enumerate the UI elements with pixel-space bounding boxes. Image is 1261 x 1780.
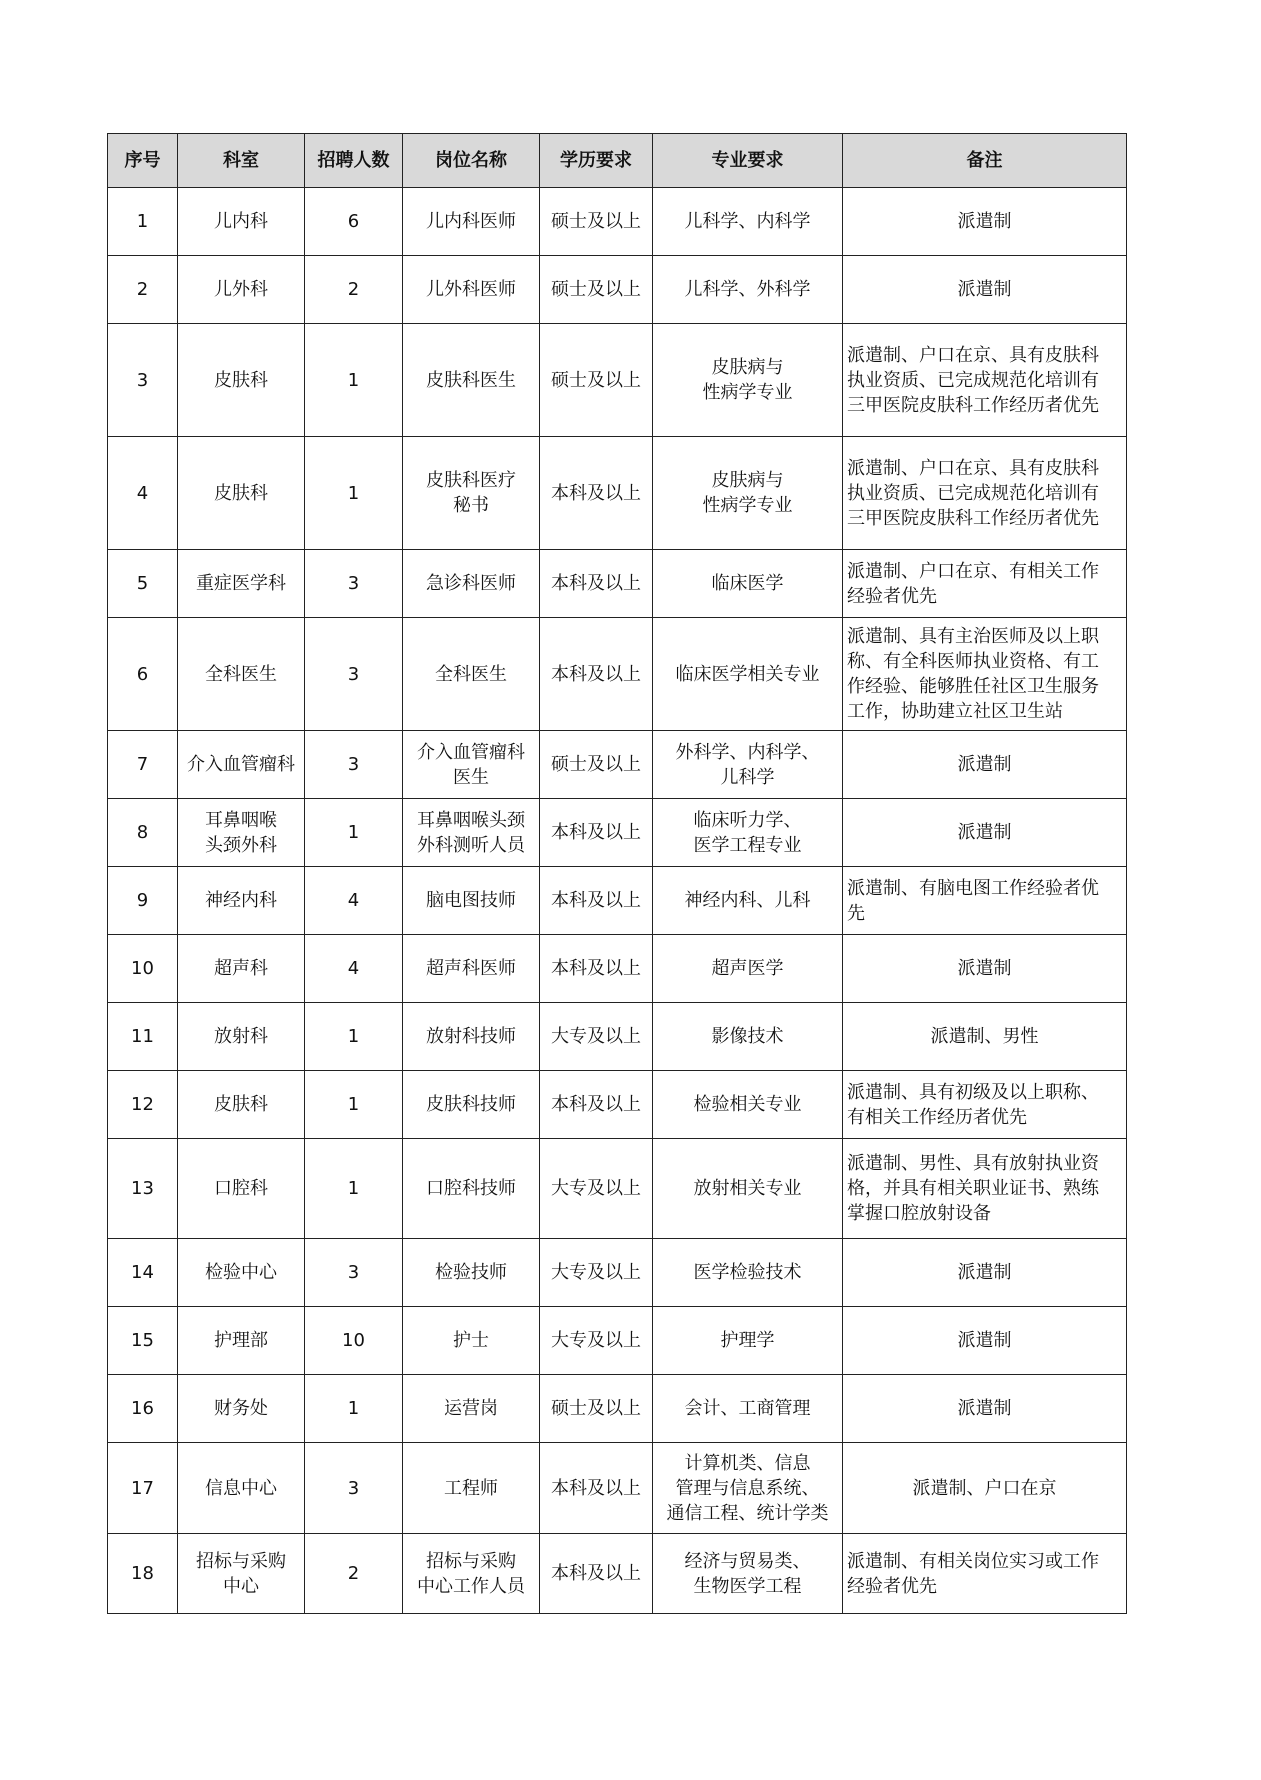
- cell-education: 本科及以上: [540, 618, 653, 731]
- cell-position-line: 工程师: [444, 1477, 498, 1499]
- cell-position-line: 耳鼻咽喉头颈: [417, 809, 525, 831]
- cell-dept: 招标与采购 中心: [178, 1534, 305, 1614]
- cell-position: [403, 799, 540, 867]
- cell-major-line: 影像技术: [711, 1026, 784, 1047]
- cell-position-line: 介入血管瘤科: [417, 741, 525, 763]
- cell-note-line: 工作，协助建立社区卫生站: [847, 701, 1063, 722]
- cell-education: 本科及以上: [540, 867, 653, 935]
- cell-education: 大专及以上: [540, 1307, 653, 1375]
- cell-position: [403, 1534, 540, 1614]
- table-row: [108, 324, 1127, 437]
- cell-no: 4: [108, 437, 178, 550]
- cell-major: [653, 1534, 843, 1614]
- cell-position: [403, 935, 540, 1003]
- header-dept: 科室: [178, 134, 305, 188]
- cell-position: [403, 618, 540, 731]
- cell-count: 1: [305, 324, 403, 437]
- cell-position-line: 皮肤科技师: [426, 1094, 516, 1115]
- cell-dept: 神经内科: [178, 867, 305, 935]
- cell-note-line: 派遣制、男性、具有放射执业资: [847, 1153, 1099, 1174]
- cell-position-line: 中心工作人员: [417, 1575, 525, 1597]
- cell-dept: 重症医学科: [178, 550, 305, 618]
- cell-position-line: 口腔科技师: [426, 1178, 516, 1199]
- cell-major-line: 儿科学、内科学: [684, 211, 811, 232]
- cell-major: [653, 1375, 843, 1443]
- cell-note-line: 派遣制、有脑电图工作经验者优: [847, 877, 1099, 899]
- cell-count: 1: [305, 1071, 403, 1139]
- cell-count: 1: [305, 1003, 403, 1071]
- cell-note: [843, 256, 1127, 324]
- cell-major-line: 管理与信息系统、: [675, 1477, 820, 1499]
- cell-note-line: 派遣制、户口在京: [912, 1477, 1057, 1499]
- table-row: [108, 550, 1127, 618]
- cell-no: 12: [108, 1071, 178, 1139]
- cell-note-line: 派遣制、男性: [930, 1026, 1039, 1047]
- cell-note-line: 派遣制: [957, 754, 1012, 775]
- cell-dept: 皮肤科: [178, 1071, 305, 1139]
- cell-count: 6: [305, 188, 403, 256]
- cell-position: [403, 437, 540, 550]
- cell-position: [403, 1307, 540, 1375]
- cell-note: [843, 1239, 1127, 1307]
- cell-no: 2: [108, 256, 178, 324]
- cell-position: [403, 867, 540, 935]
- cell-major: [653, 324, 843, 437]
- cell-major-line: 皮肤病与: [711, 357, 784, 378]
- cell-position-line: 秘书: [453, 495, 489, 516]
- cell-position: [403, 256, 540, 324]
- cell-no: 7: [108, 731, 178, 799]
- table-row: [108, 1071, 1127, 1139]
- cell-position-line: 护士: [453, 1330, 489, 1351]
- cell-note-line: 派遣制: [957, 1330, 1012, 1351]
- cell-position-line: 急诊科医师: [426, 573, 516, 594]
- table-row: [108, 731, 1127, 799]
- cell-note-line: 掌握口腔放射设备: [847, 1203, 991, 1224]
- cell-dept: 财务处: [178, 1375, 305, 1443]
- cell-major-line: 儿科学: [720, 766, 775, 788]
- cell-note-line: 执业资质、已完成规范化培训有: [847, 369, 1099, 391]
- cell-education: 硕士及以上: [540, 324, 653, 437]
- cell-no: 6: [108, 618, 178, 731]
- cell-dept: 检验中心: [178, 1239, 305, 1307]
- cell-major: [653, 867, 843, 935]
- cell-note-line: 经验者优先: [847, 1575, 937, 1597]
- cell-position-line: 脑电图技师: [426, 890, 516, 911]
- cell-note: [843, 799, 1127, 867]
- cell-note: [843, 1534, 1127, 1614]
- cell-dept: 超声科: [178, 935, 305, 1003]
- cell-note: [843, 1307, 1127, 1375]
- cell-note-line: 派遣制、具有主治医师及以上职: [847, 626, 1099, 647]
- cell-education: 本科及以上: [540, 935, 653, 1003]
- cell-major-line: 计算机类、信息: [684, 1452, 811, 1474]
- cell-position: [403, 1071, 540, 1139]
- cell-count: 10: [305, 1307, 403, 1375]
- cell-major-line: 性病学专业: [702, 495, 793, 516]
- cell-note-line: 派遣制: [957, 279, 1012, 300]
- cell-count: 3: [305, 1443, 403, 1534]
- cell-position: [403, 188, 540, 256]
- cell-major: [653, 1139, 843, 1239]
- table-row: [108, 1534, 1127, 1614]
- cell-no: 13: [108, 1139, 178, 1239]
- cell-dept: 口腔科: [178, 1139, 305, 1239]
- cell-note: [843, 867, 1127, 935]
- cell-major: [653, 188, 843, 256]
- cell-major: [653, 1071, 843, 1139]
- cell-education: 硕士及以上: [540, 731, 653, 799]
- cell-count: 1: [305, 437, 403, 550]
- cell-note-line: 派遣制、户口在京、具有皮肤科: [847, 457, 1099, 479]
- cell-position-line: 外科测听人员: [417, 834, 525, 856]
- cell-count: 4: [305, 935, 403, 1003]
- header-note: 备注: [843, 134, 1127, 188]
- cell-no: 8: [108, 799, 178, 867]
- cell-count: 1: [305, 1139, 403, 1239]
- table-row: [108, 1443, 1127, 1534]
- cell-count: 2: [305, 256, 403, 324]
- cell-no: 1: [108, 188, 178, 256]
- cell-major: [653, 799, 843, 867]
- cell-major: [653, 731, 843, 799]
- cell-no: 3: [108, 324, 178, 437]
- cell-education: 本科及以上: [540, 1443, 653, 1534]
- cell-position-line: 检验技师: [435, 1262, 507, 1283]
- cell-position-line: 招标与采购: [426, 1550, 516, 1572]
- cell-note-line: 派遣制、有相关岗位实习或工作: [847, 1550, 1099, 1572]
- cell-no: 18: [108, 1534, 178, 1614]
- cell-dept: 放射科: [178, 1003, 305, 1071]
- table-row: [108, 867, 1127, 935]
- cell-note-line: 经验者优先: [847, 585, 937, 607]
- cell-dept: 介入血管瘤科: [178, 731, 305, 799]
- cell-position-line: 运营岗: [444, 1398, 498, 1419]
- cell-note: [843, 188, 1127, 256]
- cell-note-line: 派遣制: [957, 1262, 1012, 1283]
- cell-no: 16: [108, 1375, 178, 1443]
- cell-note: [843, 437, 1127, 550]
- table-row: [108, 1003, 1127, 1071]
- cell-major: [653, 437, 843, 550]
- cell-no: 14: [108, 1239, 178, 1307]
- table-row: [108, 1139, 1127, 1239]
- table-row: [108, 1239, 1127, 1307]
- cell-major-line: 临床医学相关专业: [675, 663, 820, 685]
- cell-dept: 儿外科: [178, 256, 305, 324]
- cell-major-line: 儿科学、外科学: [684, 279, 811, 300]
- cell-note-line: 派遣制: [957, 211, 1012, 232]
- cell-no: 17: [108, 1443, 178, 1534]
- cell-note-line: 作经验、能够胜任社区卫生服务: [847, 676, 1099, 697]
- cell-note: [843, 550, 1127, 618]
- cell-no: 10: [108, 935, 178, 1003]
- cell-major-line: 生物医学工程: [693, 1575, 802, 1597]
- cell-position: [403, 1139, 540, 1239]
- cell-major-line: 临床医学: [711, 573, 784, 594]
- cell-position: [403, 1375, 540, 1443]
- cell-major-line: 会计、工商管理: [684, 1398, 811, 1419]
- cell-count: 3: [305, 618, 403, 731]
- cell-position-line: 皮肤科医疗: [426, 470, 516, 491]
- cell-major: [653, 550, 843, 618]
- cell-major: [653, 1307, 843, 1375]
- cell-note-line: 执业资质、已完成规范化培训有: [847, 482, 1099, 504]
- recruitment-table: [107, 133, 1127, 1614]
- cell-major: [653, 1443, 843, 1534]
- table-row: [108, 1307, 1127, 1375]
- cell-education: 本科及以上: [540, 550, 653, 618]
- cell-count: 3: [305, 731, 403, 799]
- cell-major: [653, 1003, 843, 1071]
- cell-education: 本科及以上: [540, 799, 653, 867]
- cell-education: 硕士及以上: [540, 1375, 653, 1443]
- cell-dept: 全科医生: [178, 618, 305, 731]
- cell-note: [843, 618, 1127, 731]
- cell-education: 本科及以上: [540, 437, 653, 550]
- cell-position-line: 医生: [453, 766, 489, 788]
- cell-education: 大专及以上: [540, 1003, 653, 1071]
- cell-major-line: 皮肤病与: [711, 470, 784, 491]
- cell-education: 硕士及以上: [540, 256, 653, 324]
- cell-no: 9: [108, 867, 178, 935]
- header-major: 专业要求: [653, 134, 843, 188]
- cell-education: 本科及以上: [540, 1071, 653, 1139]
- cell-major-line: 医学工程专业: [693, 834, 802, 856]
- cell-position-line: 超声科医师: [426, 958, 516, 979]
- cell-major-line: 检验相关专业: [693, 1094, 802, 1115]
- table-row: [108, 1375, 1127, 1443]
- cell-position-line: 儿外科医师: [426, 279, 516, 300]
- cell-count: 1: [305, 1375, 403, 1443]
- cell-major-line: 外科学、内科学、: [675, 741, 820, 763]
- cell-no: 5: [108, 550, 178, 618]
- header-no: 序号: [108, 134, 178, 188]
- cell-education: 本科及以上: [540, 1534, 653, 1614]
- cell-major: [653, 618, 843, 731]
- header-count: 招聘人数: [305, 134, 403, 188]
- cell-position: [403, 731, 540, 799]
- cell-note-line: 称、有全科医师执业资格、有工: [847, 651, 1099, 672]
- header-position: 岗位名称: [403, 134, 540, 188]
- cell-note: [843, 935, 1127, 1003]
- table-row: [108, 256, 1127, 324]
- cell-note-line: 派遣制: [957, 822, 1012, 843]
- cell-dept: 耳鼻咽喉 头颈外科: [178, 799, 305, 867]
- table-row: [108, 935, 1127, 1003]
- cell-note-line: 三甲医院皮肤科工作经历者优先: [847, 507, 1099, 529]
- cell-dept: 信息中心: [178, 1443, 305, 1534]
- table-row: [108, 437, 1127, 550]
- cell-note: [843, 731, 1127, 799]
- cell-dept: 皮肤科: [178, 437, 305, 550]
- cell-note: [843, 1375, 1127, 1443]
- cell-major-line: 护理学: [720, 1330, 775, 1351]
- cell-note-line: 先: [847, 902, 865, 924]
- cell-note-line: 派遣制: [957, 1398, 1012, 1419]
- cell-position: [403, 324, 540, 437]
- cell-note: [843, 1139, 1127, 1239]
- cell-dept: 儿内科: [178, 188, 305, 256]
- cell-major: [653, 256, 843, 324]
- cell-dept: 皮肤科: [178, 324, 305, 437]
- cell-note-line: 有相关工作经历者优先: [847, 1106, 1027, 1128]
- cell-major: [653, 1239, 843, 1307]
- cell-note-line: 派遣制、户口在京、有相关工作: [847, 560, 1099, 582]
- cell-dept: 护理部: [178, 1307, 305, 1375]
- cell-count: 3: [305, 550, 403, 618]
- table-row: [108, 799, 1127, 867]
- cell-position: [403, 1443, 540, 1534]
- table-row: [108, 618, 1127, 731]
- cell-major-line: 经济与贸易类、: [684, 1550, 811, 1572]
- cell-no: 15: [108, 1307, 178, 1375]
- table-header-row: [108, 134, 1127, 188]
- cell-count: 4: [305, 867, 403, 935]
- cell-position-line: 皮肤科医生: [426, 369, 516, 391]
- cell-note-line: 三甲医院皮肤科工作经历者优先: [847, 394, 1099, 416]
- cell-note: [843, 1443, 1127, 1534]
- cell-note-line: 派遣制、具有初级及以上职称、: [847, 1081, 1099, 1103]
- cell-count: 3: [305, 1239, 403, 1307]
- cell-count: 2: [305, 1534, 403, 1614]
- cell-education: 大专及以上: [540, 1239, 653, 1307]
- cell-education: 大专及以上: [540, 1139, 653, 1239]
- cell-count: 1: [305, 799, 403, 867]
- cell-major: [653, 935, 843, 1003]
- cell-major-line: 放射相关专业: [693, 1178, 802, 1199]
- cell-major-line: 医学检验技术: [693, 1262, 802, 1283]
- header-education: 学历要求: [540, 134, 653, 188]
- cell-note: [843, 324, 1127, 437]
- cell-major-line: 性病学专业: [702, 382, 793, 403]
- cell-no: 11: [108, 1003, 178, 1071]
- cell-note: [843, 1003, 1127, 1071]
- cell-position: [403, 1239, 540, 1307]
- cell-position: [403, 550, 540, 618]
- cell-note-line: 派遣制: [957, 958, 1012, 979]
- cell-position-line: 全科医生: [435, 663, 507, 685]
- cell-major-line: 通信工程、统计学类: [666, 1502, 829, 1524]
- cell-position: [403, 1003, 540, 1071]
- table-row: [108, 188, 1127, 256]
- cell-major-line: 神经内科、儿科: [684, 890, 811, 911]
- cell-major-line: 临床听力学、: [693, 809, 802, 831]
- cell-major-line: 超声医学: [711, 958, 784, 979]
- cell-education: 硕士及以上: [540, 188, 653, 256]
- cell-position-line: 放射科技师: [426, 1026, 516, 1047]
- cell-position-line: 儿内科医师: [426, 211, 516, 232]
- cell-note: [843, 1071, 1127, 1139]
- cell-note-line: 派遣制、户口在京、具有皮肤科: [847, 344, 1099, 366]
- cell-note-line: 格，并具有相关职业证书、熟练: [847, 1178, 1099, 1199]
